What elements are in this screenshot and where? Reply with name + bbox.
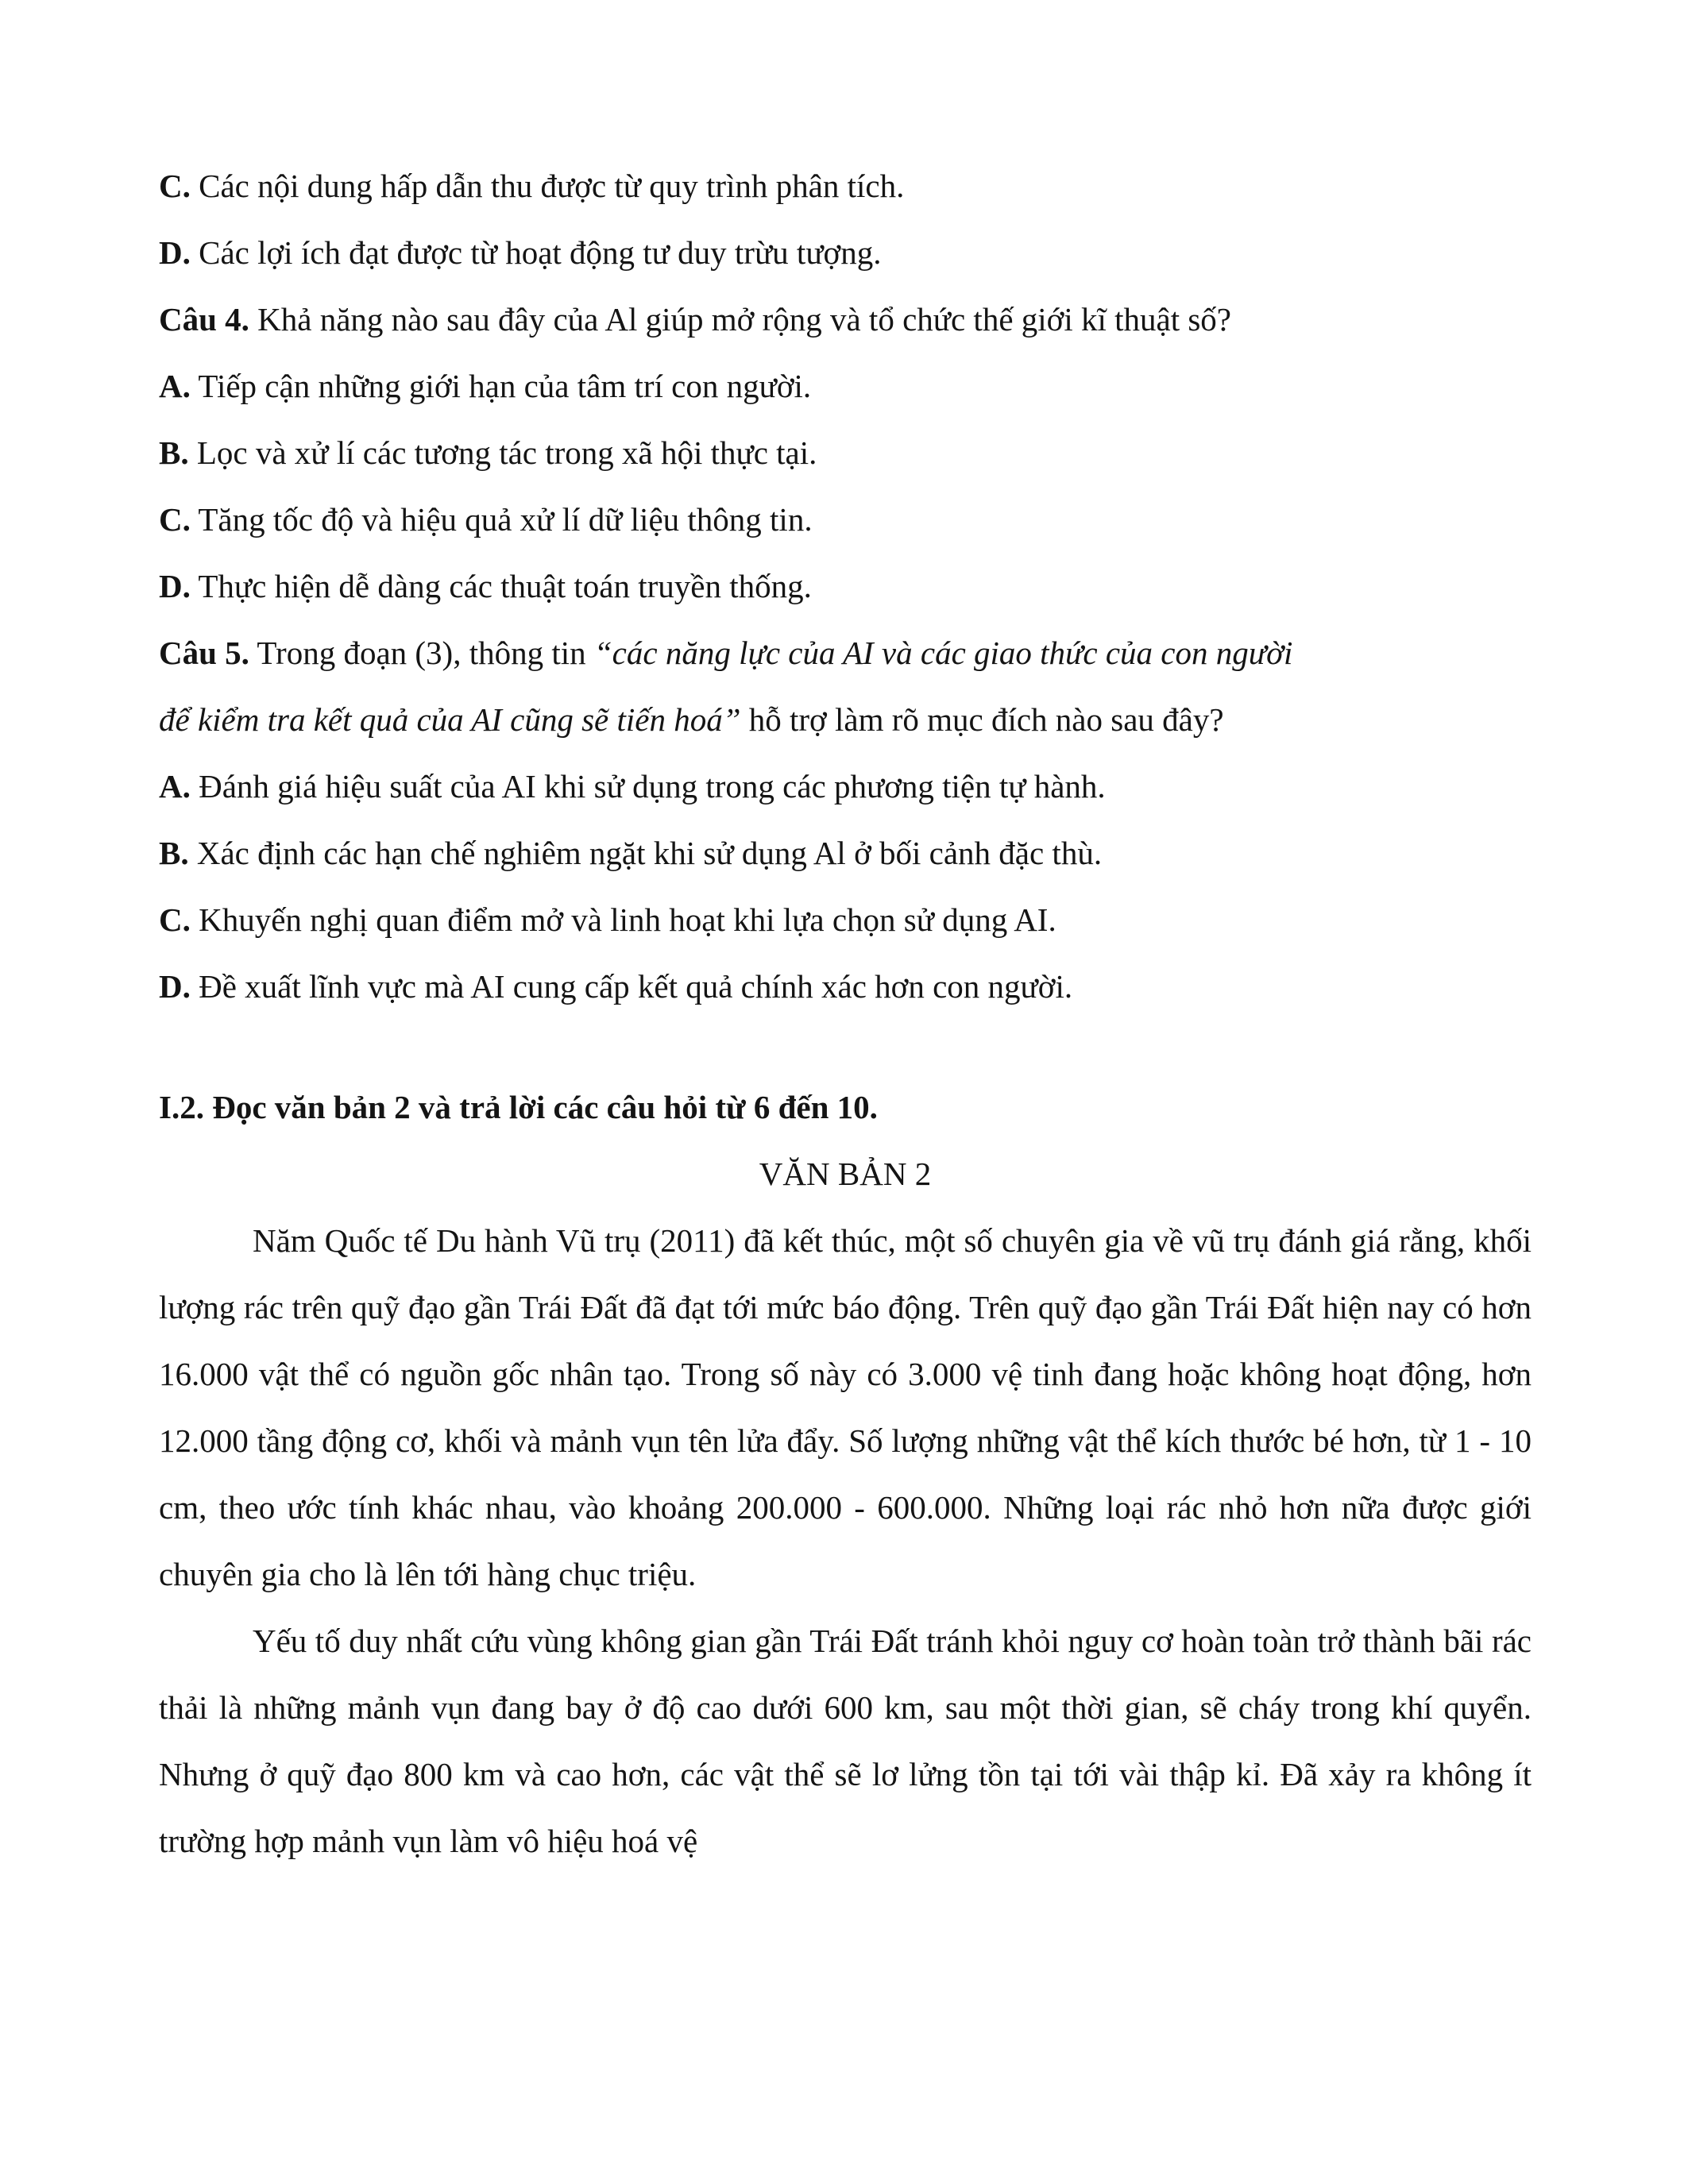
question-label: Câu 5. — [159, 635, 249, 671]
option-b — [159, 419, 1532, 486]
question-5 — [159, 619, 1532, 686]
option-letter: C. — [159, 501, 191, 538]
option-d — [159, 553, 1532, 619]
paragraph: Năm Quốc tế Du hành Vũ trụ (2011) đã kết thúc, một số chuyên gia về vũ trụ đánh giá rằng, khối lượng rác trên quỹ đạo gần Trái Đất đã đạt tới mức báo động. Trên quỹ đạo gần Trái Đất hiện nay có hơn 16.000 vật thể có nguồn gốc nhân tạo. Trong số này có 3.000 vệ tinh đang hoặc không hoạt động, hơn 12.000 tầng động cơ, khối và mảnh vụn tên lửa đẩy. Số lượng những vật thể kích thước bé hơn, từ 1 - 10 cm, theo ước tính khác nhau, vào khoảng 200.000 - 600.000. Những loại rác nhỏ hơn nữa được giới chuyên gia cho là lên tới hàng chục triệu. — [159, 1222, 1532, 1592]
option-letter: D. — [159, 568, 191, 604]
option-c — [159, 486, 1532, 553]
document-page — [159, 152, 1532, 1874]
question-quote: để kiểm tra kết quả của AI cũng sẽ tiến hoá” — [159, 701, 741, 738]
option-text: Xác định các hạn chế nghiêm ngặt khi sử dụng Al ở bối cảnh đặc thù. — [188, 835, 1103, 871]
option-c — [159, 152, 1532, 219]
option-text: Thực hiện dễ dàng các thuật toán truyền thống. — [190, 568, 812, 604]
question-5-continued — [159, 686, 1532, 753]
option-text: Khuyến nghị quan điểm mở và linh hoạt khi lựa chọn sử dụng AI. — [190, 901, 1056, 938]
question-text: hỗ trợ làm rõ mục đích nào sau đây? — [740, 701, 1224, 738]
question-text: Trong đoạn (3), thông tin — [249, 635, 594, 671]
option-text: Đề xuất lĩnh vực mà AI cung cấp kết quả chính xác hơn con người. — [190, 968, 1073, 1005]
option-d — [159, 219, 1532, 286]
option-letter: D. — [159, 234, 191, 271]
question-label: Câu 4. — [159, 301, 249, 338]
option-letter: C. — [159, 901, 191, 938]
option-letter: C. — [159, 168, 191, 204]
option-a — [159, 353, 1532, 419]
option-text: Lọc và xử lí các tương tác trong xã hội thực tại. — [188, 434, 817, 471]
option-text: Tăng tốc độ và hiệu quả xử lí dữ liệu thông tin. — [190, 501, 813, 538]
option-letter: A. — [159, 368, 191, 404]
text-title: VĂN BẢN 2 — [759, 1156, 932, 1192]
option-letter: B. — [159, 434, 189, 471]
paragraph: Yếu tố duy nhất cứu vùng không gian gần Trái Đất tránh khỏi nguy cơ hoàn toàn trở thành bãi rác thải là những mảnh vụn đang bay ở độ cao dưới 600 km, sau một thời gian, sẽ cháy trong khí quyển. Nhưng ở quỹ đạo 800 km và cao hơn, các vật thể sẽ lơ lửng tồn tại tới vài thập kỉ. Đã xảy ra không ít trường hợp mảnh vụn làm vô hiệu hoá vệ — [159, 1623, 1532, 1859]
option-letter: A. — [159, 768, 191, 805]
option-c — [159, 886, 1532, 953]
option-b — [159, 820, 1532, 886]
option-text: Các lợi ích đạt được từ hoạt động tư duy trừu tượng. — [190, 234, 882, 271]
question-quote: “các năng lực của AI và các giao thức của con người — [593, 635, 1293, 671]
question-text: Khả năng nào sau đây của Al giúp mở rộng và tổ chức thế giới kĩ thuật số? — [249, 301, 1232, 338]
option-a — [159, 753, 1532, 820]
option-letter: D. — [159, 968, 191, 1005]
option-text: Đánh giá hiệu suất của AI khi sử dụng trong các phương tiện tự hành. — [190, 768, 1106, 805]
section-heading: I.2. Đọc văn bản 2 và trả lời các câu hỏi từ 6 đến 10. — [159, 1089, 878, 1125]
question-4 — [159, 286, 1532, 353]
option-text: Tiếp cận những giới hạn của tâm trí con người. — [190, 368, 812, 404]
option-text: Các nội dung hấp dẫn thu được từ quy trình phân tích. — [190, 168, 905, 204]
option-d — [159, 953, 1532, 1020]
option-letter: B. — [159, 835, 189, 871]
